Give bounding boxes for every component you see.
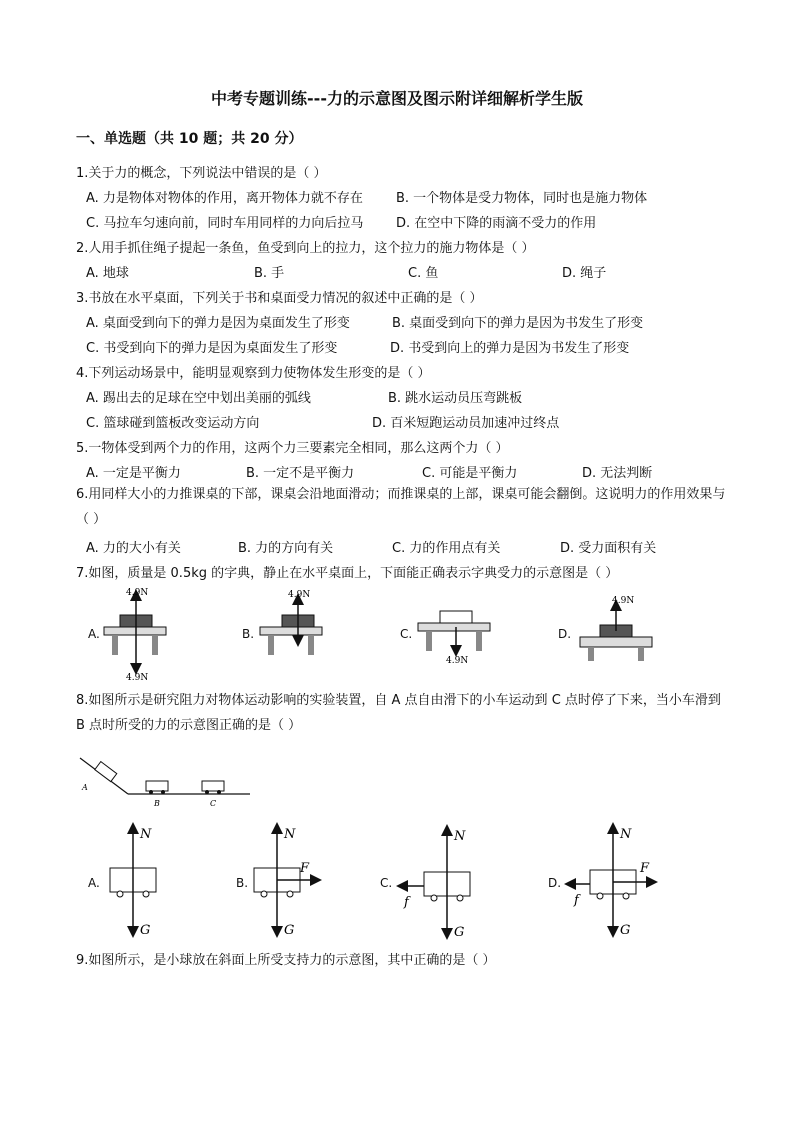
figure-8c [402, 829, 470, 940]
point-a-label: A [82, 783, 88, 792]
question-3-option-d[interactable]: D. 书受到向上的弹力是因为书发生了形变 [390, 341, 630, 356]
svg-text:f: f [404, 895, 409, 910]
question-7-option-c[interactable]: C. [400, 627, 413, 641]
figure-7c [418, 611, 490, 666]
question-5-option-d[interactable]: D. 无法判断 [582, 466, 653, 481]
question-9-stem: 9.如图所示，是小球放在斜面上所受支持力的示意图，其中正确的是（ ） [76, 953, 496, 968]
question-3-option-b[interactable]: B. 桌面受到向下的弹力是因为书发生了形变 [392, 316, 644, 331]
question-5-option-b[interactable]: B. 一定不是平衡力 [246, 466, 355, 481]
question-3-option-a[interactable]: A. 桌面受到向下的弹力是因为桌面发生了形变 [86, 316, 350, 331]
svg-text:G: G [620, 923, 631, 938]
question-1-stem: 1.关于力的概念，下列说法中错误的是（ ） [76, 166, 327, 181]
svg-text:G: G [454, 925, 465, 940]
question-1-option-b[interactable]: B. 一个物体是受力物体，同时也是施力物体 [396, 191, 648, 206]
figure-7d [580, 596, 652, 661]
svg-text:F: F [300, 861, 310, 876]
cart-b [146, 781, 168, 791]
question-6-option-d[interactable]: D. 受力面积有关 [560, 541, 657, 556]
svg-text:G: G [140, 923, 151, 938]
question-1-option-c[interactable]: C. 马拉车匀速向前，同时车用同样的力向后拉马 [86, 216, 364, 231]
svg-text:N: N [620, 827, 632, 842]
question-3-option-c[interactable]: C. 书受到向下的弹力是因为桌面发生了形变 [86, 341, 338, 356]
question-2-stem: 2.人用手抓住绳子提起一条鱼，鱼受到向上的拉力，这个拉力的施力物体是（ ） [76, 241, 535, 256]
table-top [104, 627, 166, 635]
question-4-option-c[interactable]: C. 篮球碰到篮板改变运动方向 [86, 416, 260, 431]
question-8-setup-figure [70, 748, 260, 818]
figure-8a [110, 827, 156, 938]
cart-c [202, 781, 224, 791]
question-8-stem: 8.如图所示是研究阻力对物体运动影响的实验装置，自 A 点自由滑下的小车运动到 C 点时停了下来，当小车滑到 B 点时所受的力的示意图正确的是（ ） [76, 693, 721, 733]
paper-title: 中考专题训练---力的示意图及图示附详细解析学生版 [211, 89, 583, 108]
svg-text:G: G [284, 923, 295, 938]
question-6-option-b[interactable]: B. 力的方向有关 [238, 541, 334, 556]
question-2-option-d[interactable]: D. 绳子 [562, 266, 607, 281]
question-8-option-figures [0, 822, 794, 942]
question-7-option-b[interactable]: B. [242, 627, 255, 641]
question-7-option-a[interactable]: A. [88, 627, 100, 641]
question-6-option-a[interactable]: A. 力的大小有关 [86, 541, 181, 556]
question-6-stem: 6.用同样大小的力推课桌的下部，课桌会沿地面滑动；而推课桌的上部，课桌可能会翻倒。这说明力的作用效果与（ ） [76, 487, 726, 527]
section-heading: 一、单选题（共 10 题；共 20 分） [76, 131, 303, 147]
svg-text:N: N [454, 829, 466, 844]
question-7-figures [0, 585, 794, 685]
question-2-option-b[interactable]: B. 手 [254, 266, 285, 281]
force-label: 4.9N [612, 596, 635, 606]
point-c-label: C [210, 799, 217, 808]
question-5-stem: 5.一物体受到两个力的作用，这两个力三要素完全相同，那么这两个力（ ） [76, 441, 509, 456]
svg-text:f: f [574, 893, 579, 908]
question-4-option-d[interactable]: D. 百米短跑运动员加速冲过终点 [372, 416, 560, 431]
question-1-option-a[interactable]: A. 力是物体对物体的作用，离开物体力就不存在 [86, 191, 363, 206]
force-label: 4.9N [446, 656, 469, 666]
question-5-option-c[interactable]: C. 可能是平衡力 [422, 466, 518, 481]
figure-7a [104, 588, 166, 683]
figure-8d [570, 827, 652, 938]
question-8-option-a[interactable]: A. [88, 876, 100, 890]
question-4-stem: 4.下列运动场景中，能明显观察到力使物体发生形变的是（ ） [76, 366, 431, 381]
question-7-option-d[interactable]: D. [558, 627, 572, 641]
force-label: 4.9N [288, 590, 311, 600]
force-label-top: 4.9N [126, 588, 149, 598]
question-2-option-a[interactable]: A. 地球 [86, 266, 129, 281]
svg-text:N: N [140, 827, 152, 842]
question-8-option-b[interactable]: B. [236, 876, 249, 890]
question-8-option-c[interactable]: C. [380, 876, 393, 890]
svg-text:N: N [284, 827, 296, 842]
table-leg [152, 635, 158, 655]
question-4-option-a[interactable]: A. 踢出去的足球在空中划出美丽的弧线 [86, 391, 311, 406]
force-label-bottom: 4.9N [126, 673, 149, 683]
question-6-option-c[interactable]: C. 力的作用点有关 [392, 541, 501, 556]
question-8-option-d[interactable]: D. [548, 876, 562, 890]
question-4-option-b[interactable]: B. 跳水运动员压弯跳板 [388, 391, 523, 406]
question-1-option-d[interactable]: D. 在空中下降的雨滴不受力的作用 [396, 216, 597, 231]
table-leg [112, 635, 118, 655]
figure-7b [260, 590, 322, 655]
question-7-stem: 7.如图，质量是 0.5kg 的字典，静止在水平桌面上，下面能正确表示字典受力的示意图是（ ） [76, 566, 619, 581]
figure-8b [254, 827, 316, 938]
question-2-option-c[interactable]: C. 鱼 [408, 266, 439, 281]
point-b-label: B [154, 799, 160, 808]
question-5-option-a[interactable]: A. 一定是平衡力 [86, 466, 181, 481]
svg-text:F: F [640, 861, 650, 876]
question-3-stem: 3.书放在水平桌面，下列关于书和桌面受力情况的叙述中正确的是（ ） [76, 291, 483, 306]
